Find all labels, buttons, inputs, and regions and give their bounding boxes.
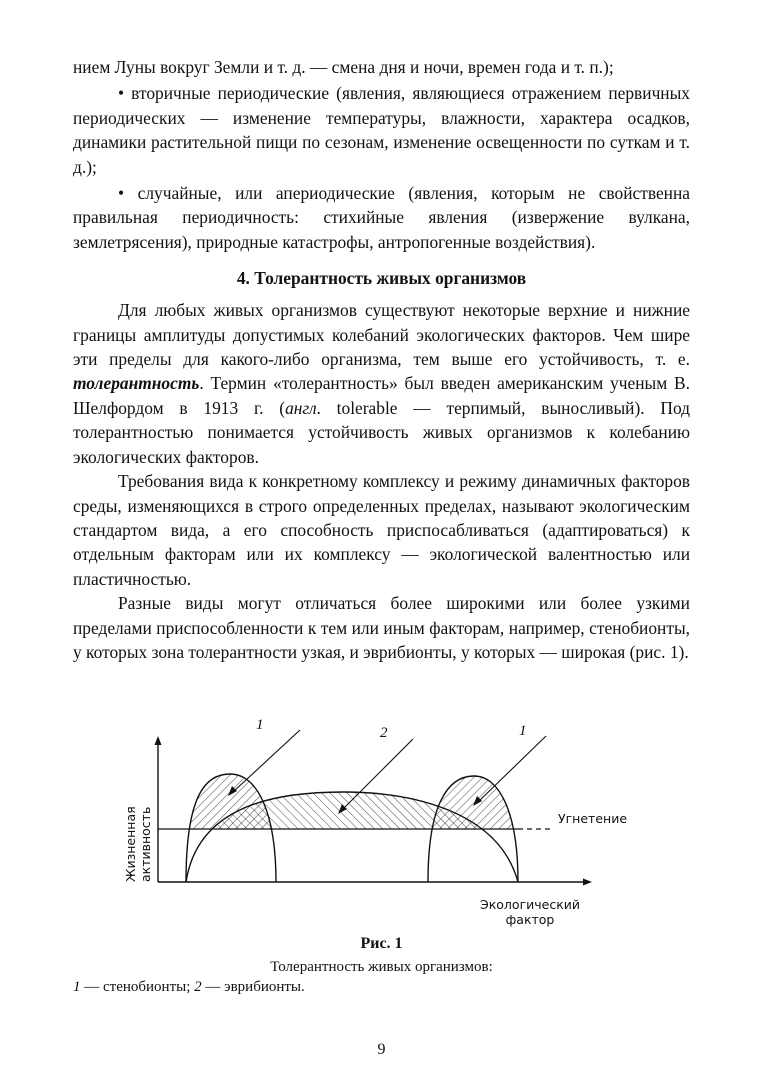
text-run: Для любых живых организмов существуют некоторые верхние и нижние границы амплитуды допустимых колебаний экологических факторов. Чем шире эти пределы для какого-либо организма, тем выше его устойчивость, т. е. <box>73 300 690 370</box>
legend-num-1: 1 <box>73 979 81 995</box>
term-tolerance: толерантность <box>73 373 200 394</box>
figure-caption-text: Толерантность живых организмов: <box>270 959 493 975</box>
paragraph-tolerance-definition <box>73 298 690 469</box>
abbr-english: англ <box>285 397 317 418</box>
threshold-label: Угнетение <box>558 811 628 826</box>
page-number: 9 <box>377 1041 386 1058</box>
paragraph-secondary-periodic: • вторичные периодические (явления, являющиеся отражением первичных периодических — изменение температуры, влажности, характера осадков, динамики растительной пищи по сезонам, изменение освещенности по суткам и т. д.); <box>73 83 690 177</box>
paragraph-aperiodic: • случайные, или апериодические (явления, которым не свойственна правильная периодичность: стихийные явления (извержение вулкана, землетрясения), природные катастрофы, антропогенные воздействия). <box>73 183 690 252</box>
label-curve-2: 2 <box>380 725 388 741</box>
figure-caption-legend <box>73 979 305 996</box>
paragraph-continuation: нием Луны вокруг Земли и т. д. — смена дня и ночи, времен года и т. п.); <box>73 57 614 77</box>
section-heading: 4. Толерантность живых организмов <box>236 268 527 289</box>
leader-line-1-left <box>233 730 300 792</box>
x-axis-label-line1: Экологический <box>480 897 580 912</box>
text-run: . Термин «толерантность» был введен американским ученым В. Шелфордом в 1913 г. ( <box>73 373 690 418</box>
label-curve-1-left: 1 <box>256 717 264 733</box>
figure-caption-title: Рис. 1 <box>360 935 403 952</box>
paragraph-ecological-standard: Требования вида к конкретному комплексу и режиму динамичных факторов среды, изменяющихся в строго определенных пределах, называют экологическим стандартом вида, а его способность приспосабливаться (адаптироваться) к отдельным факторам или их комплексу — экологической валентностью или пластичностью. <box>73 471 690 589</box>
label-curve-1-right: 1 <box>519 723 527 739</box>
tolerance-diagram <box>118 717 648 934</box>
y-axis-arrow <box>155 736 162 745</box>
x-axis-label-line2: фактор <box>505 912 555 927</box>
y-axis-label-line2: активность <box>138 806 153 882</box>
paragraph-stenobionts-eurybionts: Разные виды могут отличаться более широкими или более узкими пределами приспособленности к тем или иным факторам, например, стенобионты, у которых зона толерантности узкая, и эврибионты, у которых — широкая (рис. 1). <box>73 593 690 662</box>
y-axis-label-line1: Жизненная <box>123 806 138 882</box>
legend-text-1: — стенобионты; <box>80 979 195 995</box>
legend-num-2: 2 <box>194 979 202 995</box>
text-run: . tolerable — терпимый, выносливый). Под толерантностью понимается устойчивость живых организмов к колебанию экологических факторов. <box>73 397 691 467</box>
x-axis-arrow <box>583 879 592 886</box>
leader-line-1-right <box>478 736 546 802</box>
legend-text-2: — эврибионты. <box>201 979 305 995</box>
page-body <box>73 55 690 664</box>
tolerance-figure <box>118 717 648 934</box>
